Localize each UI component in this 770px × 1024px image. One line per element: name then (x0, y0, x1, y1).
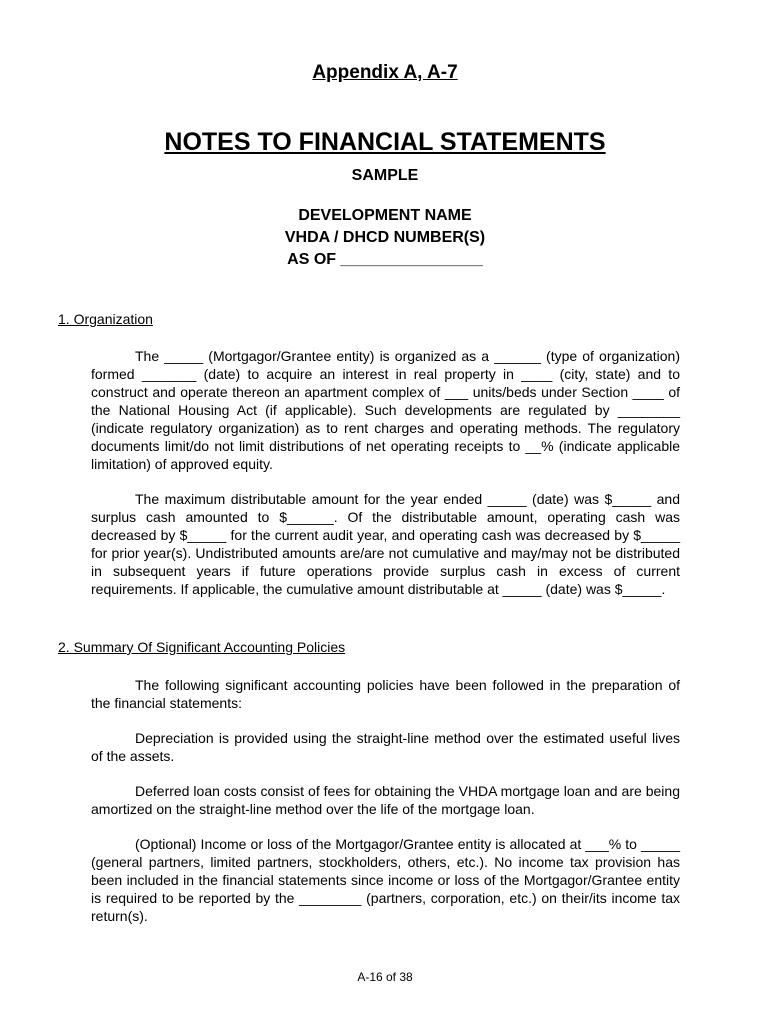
sample-label: SAMPLE (351, 167, 419, 184)
paragraph-depreciation: Depreciation is provided using the straight-line method over the estimated useful lives of the assets. (91, 730, 680, 764)
as-of-line: AS OF ________________ (287, 251, 483, 268)
paragraph-organization-2: The maximum distributable amount for the year ended _____ (date) was $_____ and surplus cash amounted to $______. Of the distributable amount, operating cash was decreased by $_____ for the current audit year, and operating cash was decreased by $_____ for prior year(s). Undistributed amounts are/are not cumulative and may/may not be distributed in subsequent years if future operations provide surplus cash in excess of current requirements. If applicable, the cumulative amount distributable at _____ (date) was $_____. (91, 491, 680, 597)
page-title: NOTES TO FINANCIAL STATEMENTS (164, 128, 606, 156)
vhda-dhcd-numbers: VHDA / DHCD NUMBER(S) (284, 229, 486, 246)
development-name: DEVELOPMENT NAME (298, 207, 472, 224)
section-heading-organization: 1. Organization (58, 311, 153, 327)
paragraph-deferred-loan-costs: Deferred loan costs consist of fees for obtaining the VHDA mortgage loan and are being amortized on the straight-line method over the life of the mortgage loan. (91, 783, 680, 817)
paragraph-policies-intro: The following significant accounting policies have been followed in the preparation of the financial statements: (91, 677, 680, 711)
paragraph-income-allocation: (Optional) Income or loss of the Mortgagor/Grantee entity is allocated at ___% to _____ (general partners, limited partners, stockholders, others, etc.). No income tax provision has been included in the financial statements since income or loss of the Mortgagor/Grantee entity is required to be reported by the ________ (partners, corporation, etc.) on their/its income tax return(s). (91, 836, 680, 924)
page-number: A-16 of 38 (357, 970, 413, 984)
section-heading-accounting-policies: 2. Summary Of Significant Accounting Policies (58, 639, 346, 655)
appendix-label: Appendix A, A-7 (312, 62, 458, 83)
paragraph-organization-1: The _____ (Mortgagor/Grantee entity) is organized as a ______ (type of organization) formed _______ (date) to acquire an interest in real property in ____ (city, state) and to construct and operate thereon an apartment complex of ___ units/beds under Section ____ of the National Housing Act (if applicable). Such developments are regulated by ________ (indicate regulatory organization) as to rent charges and operating methods. The regulatory documents limit/do not limit distributions of net operating receipts to __% (indicate applicable limitation) of approved equity. (91, 348, 680, 472)
